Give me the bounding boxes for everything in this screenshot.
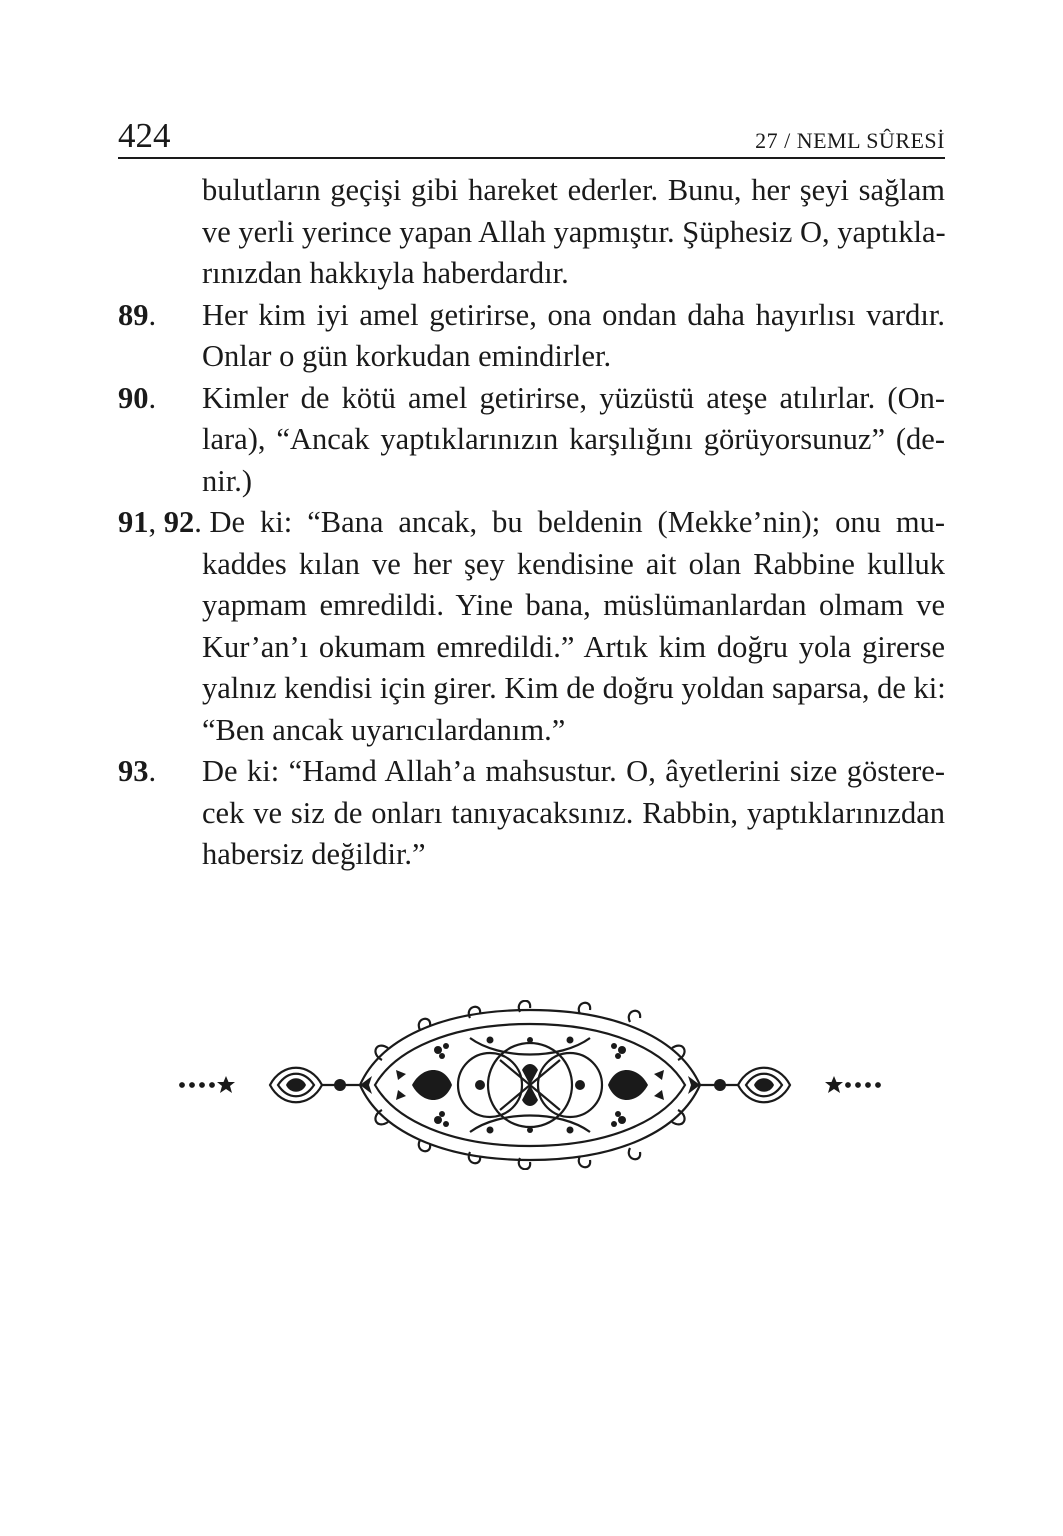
text-line: ve yerli yerince yapan Allah yapmıştır. Şüphesiz O, yaptıkla- xyxy=(202,214,946,249)
verse-number: 93 xyxy=(118,754,149,788)
text-line: yapmam emredildi. Yine bana, müslümanlardan olmam ve xyxy=(202,588,945,622)
text-line: “Ben ancak uyarıcılardanım.” xyxy=(202,712,566,747)
text-line: nir.) xyxy=(202,463,252,498)
verse-91-92 xyxy=(118,502,945,751)
text-line: De ki: “Hamd Allah’a mahsustur. O, âyetlerini size göstere- xyxy=(202,754,945,788)
chapter-title: 27 / NEML SÛRESİ xyxy=(755,128,945,153)
header-rule xyxy=(118,157,945,159)
page-number: 424 xyxy=(118,116,171,155)
text-line: Her kim iyi amel getirirse, ona ondan daha hayırlısı vardır. xyxy=(202,297,945,332)
text-line: rınızdan hakkıyla haberdardır. xyxy=(202,256,569,290)
floral-divider-ornament-icon xyxy=(170,1000,890,1170)
text-line: De ki: “Bana ancak, bu beldenin (Mekke’nin); onu mu- xyxy=(209,505,945,539)
verse-90 xyxy=(118,378,945,503)
verse-number-label: 93. xyxy=(118,754,157,788)
page-body xyxy=(118,170,945,876)
text-line: kaddes kılan ve her şey kendisine ait olan Rabbine kulluk xyxy=(202,546,945,581)
verse-number-label: 90. xyxy=(118,380,157,415)
text-line: Onlar o gün korkudan emindirler. xyxy=(202,339,612,373)
verse-number-label: 91, 92. xyxy=(118,505,210,539)
verse-number-label: 89. xyxy=(118,297,157,332)
verse-number: 90 xyxy=(118,380,149,415)
text-line: cek ve siz de onları tanıyacaksınız. Rabbin, yaptıklarınızdan xyxy=(202,795,945,830)
verse-93 xyxy=(118,751,945,876)
text-line: bulutların geçişi gibi hareket ederler. Bunu, her şeyi sağlam xyxy=(202,173,945,207)
verse-number: 89 xyxy=(118,297,149,332)
verse-number: 91 xyxy=(118,505,149,539)
continuation-paragraph xyxy=(118,170,945,295)
text-line: habersiz değildir.” xyxy=(202,837,426,871)
text-line: yalnız kendisi için girer. Kim de doğru yoldan saparsa, de ki: xyxy=(202,671,946,705)
text-line: lara), “Ancak yaptıklarınızın karşılığını görüyorsunuz” (de- xyxy=(202,422,945,456)
text-line: Kimler de kötü amel getirirse, yüzüstü ateşe atılırlar. (On- xyxy=(202,380,945,415)
verse-89 xyxy=(118,295,945,378)
verse-number: 92 xyxy=(163,505,195,539)
text-line: Kur’an’ı okumam emredildi.” Artık kim doğru yola girerse xyxy=(202,629,945,664)
